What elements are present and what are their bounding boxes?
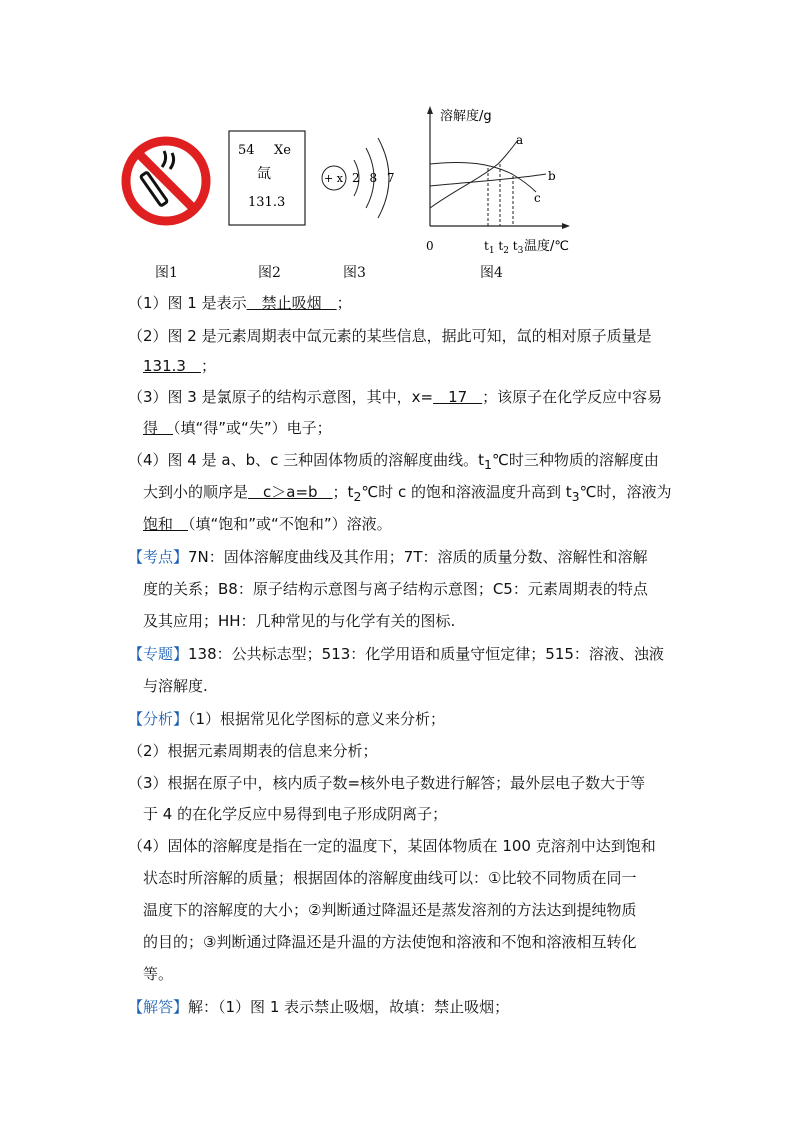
fenxi-4: （4）固体的溶解度是指在一定的温度下，某固体物质在 100 克溶剂中达到饱和: [128, 837, 656, 855]
atomic-mass: 131.3: [248, 195, 286, 210]
question-2: （2）图 2 是元素周期表中氙元素的某些信息，据此可知，氙的相对原子质量是: [128, 327, 652, 345]
origin-label: 0: [426, 239, 434, 253]
fenxi: 【分析】（1）根据常见化学图标的意义来分析；: [128, 710, 446, 728]
y-axis-label: 溶解度/g: [440, 109, 492, 124]
tick-t2: t: [498, 239, 504, 253]
fenxi-3b: 于 4 的在化学反应中易得到电子形成阴离子；: [143, 805, 448, 823]
question-4-order: 大到小的顺序是 c＞a=b ；$t_2℃$时 c 的饱和溶液温度升高到 $t_3℃$时，溶液为: [143, 483, 672, 504]
x-axis-label: 温度/℃: [524, 239, 569, 254]
fenxi-4c: 温度下的溶解度的大小；②判断通过降温还是蒸发溶剂的方法达到提纯物质: [143, 901, 637, 919]
element-card: [228, 130, 306, 226]
fenxi-4e: 等。: [143, 965, 174, 983]
kaodian: 【考点】7N：固体溶解度曲线及其作用；7T：溶质的质量分数、溶解性和溶解: [128, 548, 648, 566]
atom-structure-diagram: [318, 126, 402, 230]
atomic-number: 54: [238, 143, 255, 158]
fenxi-3: （3）根据在原子中，核内质子数=核外电子数进行解答；最外层电子数大于等: [128, 774, 646, 792]
tick-t1: t: [484, 239, 489, 253]
question-4: （4）图 4 是 a、b、c 三种固体物质的溶解度曲线。$t_1℃$时三种物质的溶解度由: [128, 451, 659, 472]
caption-fig3: 图3: [343, 265, 366, 281]
nucleus-label: + x: [324, 172, 343, 185]
curve-a: [430, 140, 518, 208]
jieda: 【解答】解：（1）图 1 表示禁止吸烟，故填：禁止吸烟；: [128, 998, 510, 1016]
element-name: 氙: [257, 166, 271, 182]
caption-fig2: 图2: [258, 265, 281, 281]
kaodian-3: 及其应用；HH：几种常见的与化学有关的图标.: [143, 612, 456, 630]
fenxi-4d: 的目的；③判断通过降温还是升温的方法使饱和溶液和不饱和溶液相互转化: [143, 933, 637, 951]
no-smoking-sign: [118, 133, 214, 229]
question-4-answer: 饱和 （填“饱和”或“不饱和”）溶液。: [143, 515, 392, 533]
series-label-b: b: [548, 169, 556, 183]
series-label-a: a: [516, 133, 524, 147]
element-symbol: Xe: [274, 143, 291, 158]
shell-electrons: 2 8 7: [352, 171, 398, 185]
question-2-answer: 131.3 ；: [143, 357, 216, 375]
zhuanti-2: 与溶解度.: [143, 677, 208, 695]
svg-text:t1 t2 t3: $t_1$ $t_2$ $t_3$: [484, 239, 524, 254]
question-3-answer: 得 （填“得”或“失”）电子；: [143, 419, 332, 437]
caption-fig4: 图4: [480, 265, 503, 281]
kaodian-2: 度的关系；B8：原子结构示意图与离子结构示意图；C5：元素周期表的特点: [143, 580, 648, 598]
fenxi-2: （2）根据元素周期表的信息来分析；: [128, 742, 378, 760]
solubility-chart: [418, 104, 578, 254]
fenxi-4b: 状态时所溶解的质量；根据固体的溶解度曲线可以：①比较不同物质在同一: [143, 869, 637, 887]
tick-t3: t: [512, 239, 518, 253]
zhuanti: 【专题】138：公共标志型；513：化学用语和质量守恒定律；515：溶液、浊液: [128, 645, 664, 663]
question-1: （1）图 1 是表示 禁止吸烟 ；: [128, 294, 352, 312]
question-3: （3）图 3 是氯原子的结构示意图，其中，x= 17 ；该原子在化学反应中容易: [128, 388, 663, 406]
series-label-c: c: [534, 191, 541, 205]
caption-fig1: 图1: [155, 265, 178, 281]
